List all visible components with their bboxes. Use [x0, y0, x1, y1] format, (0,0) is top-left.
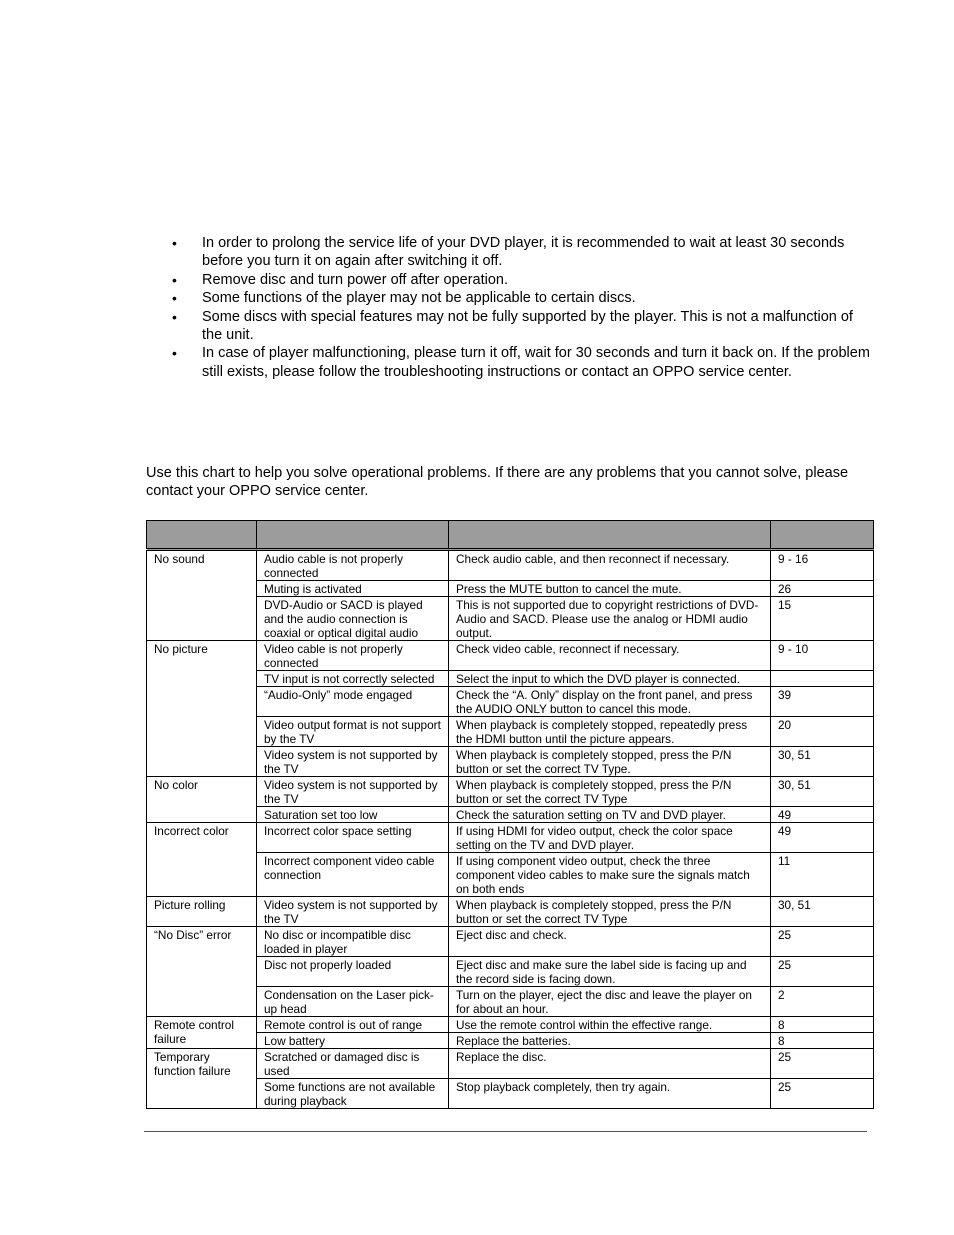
symptom-cell: Incorrect color [147, 823, 257, 897]
table-row [147, 927, 874, 957]
table-row [147, 641, 874, 671]
solution-cell: Eject disc and check. [449, 927, 771, 957]
solution-cell: Check video cable, reconnect if necessary. [449, 641, 771, 671]
table-row [147, 777, 874, 807]
solution-cell: Replace the batteries. [449, 1033, 771, 1049]
cause-cell: Video system is not supported by the TV [257, 747, 449, 777]
page-cell: 39 [771, 687, 874, 717]
cause-cell: Incorrect component video cable connection [257, 853, 449, 897]
symptom-cell: No picture [147, 641, 257, 777]
solution-cell: Check the saturation setting on TV and DVD player. [449, 807, 771, 823]
usage-note: • Remove disc and turn power off after operation. [172, 271, 872, 289]
symptom-cell: Temporary function failure [147, 1049, 257, 1109]
table-row [147, 671, 874, 687]
table-row [147, 747, 874, 777]
cause-cell: Video system is not supported by the TV [257, 897, 449, 927]
header-solution [449, 521, 771, 550]
symptom-cell: “No Disc” error [147, 927, 257, 1017]
page-cell: 25 [771, 957, 874, 987]
page-cell: 2 [771, 987, 874, 1017]
table-row [147, 987, 874, 1017]
cause-cell: No disc or incompatible disc loaded in player [257, 927, 449, 957]
solution-cell: Stop playback completely, then try again. [449, 1079, 771, 1109]
solution-cell: If using component video output, check the three component video cables to make sure the signals match on both ends [449, 853, 771, 897]
usage-notes-list [172, 234, 872, 381]
table-row [147, 597, 874, 641]
cause-cell: Disc not properly loaded [257, 957, 449, 987]
solution-cell: When playback is completely stopped, repeatedly press the HDMI button until the picture appears. [449, 717, 771, 747]
cause-cell: DVD-Audio or SACD is played and the audio connection is coaxial or optical digital audio [257, 597, 449, 641]
solution-cell: When playback is completely stopped, press the P/N button or set the correct TV Type [449, 777, 771, 807]
usage-note: • In case of player malfunctioning, please turn it off, wait for 30 seconds and turn it back on. If the problem still exists, please follow the troubleshooting instructions or contact an OPPO service center. [172, 344, 872, 381]
cause-cell: Video system is not supported by the TV [257, 777, 449, 807]
solution-cell: Press the MUTE button to cancel the mute. [449, 581, 771, 597]
table-row [147, 1017, 874, 1033]
table-row [147, 807, 874, 823]
table-header-row [147, 521, 874, 550]
table-row [147, 823, 874, 853]
table-row [147, 1079, 874, 1109]
solution-cell: Select the input to which the DVD player is connected. [449, 671, 771, 687]
solution-cell: This is not supported due to copyright restrictions of DVD-Audio and SACD. Please use the analog or HDMI audio output. [449, 597, 771, 641]
symptom-cell: Remote control failure [147, 1017, 257, 1049]
solution-cell: Eject disc and make sure the label side is facing up and the record side is facing down. [449, 957, 771, 987]
page-cell: 30, 51 [771, 897, 874, 927]
solution-cell: When playback is completely stopped, press the P/N button or set the correct TV Type [449, 897, 771, 927]
page-cell [771, 671, 874, 687]
page-cell: 25 [771, 1049, 874, 1079]
troubleshooting-intro: Use this chart to help you solve operational problems. If there are any problems that you cannot solve, please contact your OPPO service center. [146, 465, 849, 500]
solution-cell: If using HDMI for video output, check the color space setting on the TV and DVD player. [449, 823, 771, 853]
table-row [147, 1033, 874, 1049]
table-row [147, 897, 874, 927]
usage-note: • Some discs with special features may not be fully supported by the player. This is not a malfunction of the unit. [172, 308, 872, 345]
page-cell: 8 [771, 1017, 874, 1033]
page-cell: 9 - 10 [771, 641, 874, 671]
cause-cell: Muting is activated [257, 581, 449, 597]
solution-cell: When playback is completely stopped, press the P/N button or set the correct TV Type. [449, 747, 771, 777]
solution-cell: Replace the disc. [449, 1049, 771, 1079]
symptom-cell: No color [147, 777, 257, 823]
cause-cell: Video cable is not properly connected [257, 641, 449, 671]
table-row [147, 581, 874, 597]
cause-cell: Remote control is out of range [257, 1017, 449, 1033]
cause-cell: Audio cable is not properly connected [257, 550, 449, 581]
cause-cell: Some functions are not available during playback [257, 1079, 449, 1109]
solution-cell: Check the “A. Only” display on the front panel, and press the AUDIO ONLY button to cancel this mode. [449, 687, 771, 717]
usage-note: • In order to prolong the service life of your DVD player, it is recommended to wait at least 30 seconds before you turn it on again after switching it off. [172, 234, 872, 271]
troubleshooting-table [146, 520, 874, 1109]
footer-divider [144, 1131, 867, 1132]
cause-cell: “Audio-Only” mode engaged [257, 687, 449, 717]
page-cell: 11 [771, 853, 874, 897]
cause-cell: TV input is not correctly selected [257, 671, 449, 687]
page-cell: 30, 51 [771, 777, 874, 807]
page-cell: 9 - 16 [771, 550, 874, 581]
cause-cell: Video output format is not support by the TV [257, 717, 449, 747]
cause-cell: Saturation set too low [257, 807, 449, 823]
table-row [147, 1049, 874, 1079]
page-cell: 49 [771, 823, 874, 853]
table-row [147, 717, 874, 747]
solution-cell: Check audio cable, and then reconnect if necessary. [449, 550, 771, 581]
symptom-cell: Picture rolling [147, 897, 257, 927]
table-row [147, 957, 874, 987]
table-row [147, 687, 874, 717]
page-cell: 49 [771, 807, 874, 823]
cause-cell: Incorrect color space setting [257, 823, 449, 853]
page-cell: 25 [771, 927, 874, 957]
table-row [147, 550, 874, 581]
cause-cell: Low battery [257, 1033, 449, 1049]
header-cause [257, 521, 449, 550]
header-symptom [147, 521, 257, 550]
cause-cell: Scratched or damaged disc is used [257, 1049, 449, 1079]
page-cell: 26 [771, 581, 874, 597]
page-cell: 8 [771, 1033, 874, 1049]
page-cell: 25 [771, 1079, 874, 1109]
page-cell: 30, 51 [771, 747, 874, 777]
page-cell: 15 [771, 597, 874, 641]
page-cell: 20 [771, 717, 874, 747]
symptom-cell: No sound [147, 550, 257, 641]
usage-note: • Some functions of the player may not be applicable to certain discs. [172, 289, 872, 307]
solution-cell: Turn on the player, eject the disc and leave the player on for about an hour. [449, 987, 771, 1017]
header-page [771, 521, 874, 550]
solution-cell: Use the remote control within the effective range. [449, 1017, 771, 1033]
cause-cell: Condensation on the Laser pick-up head [257, 987, 449, 1017]
table-row [147, 853, 874, 897]
